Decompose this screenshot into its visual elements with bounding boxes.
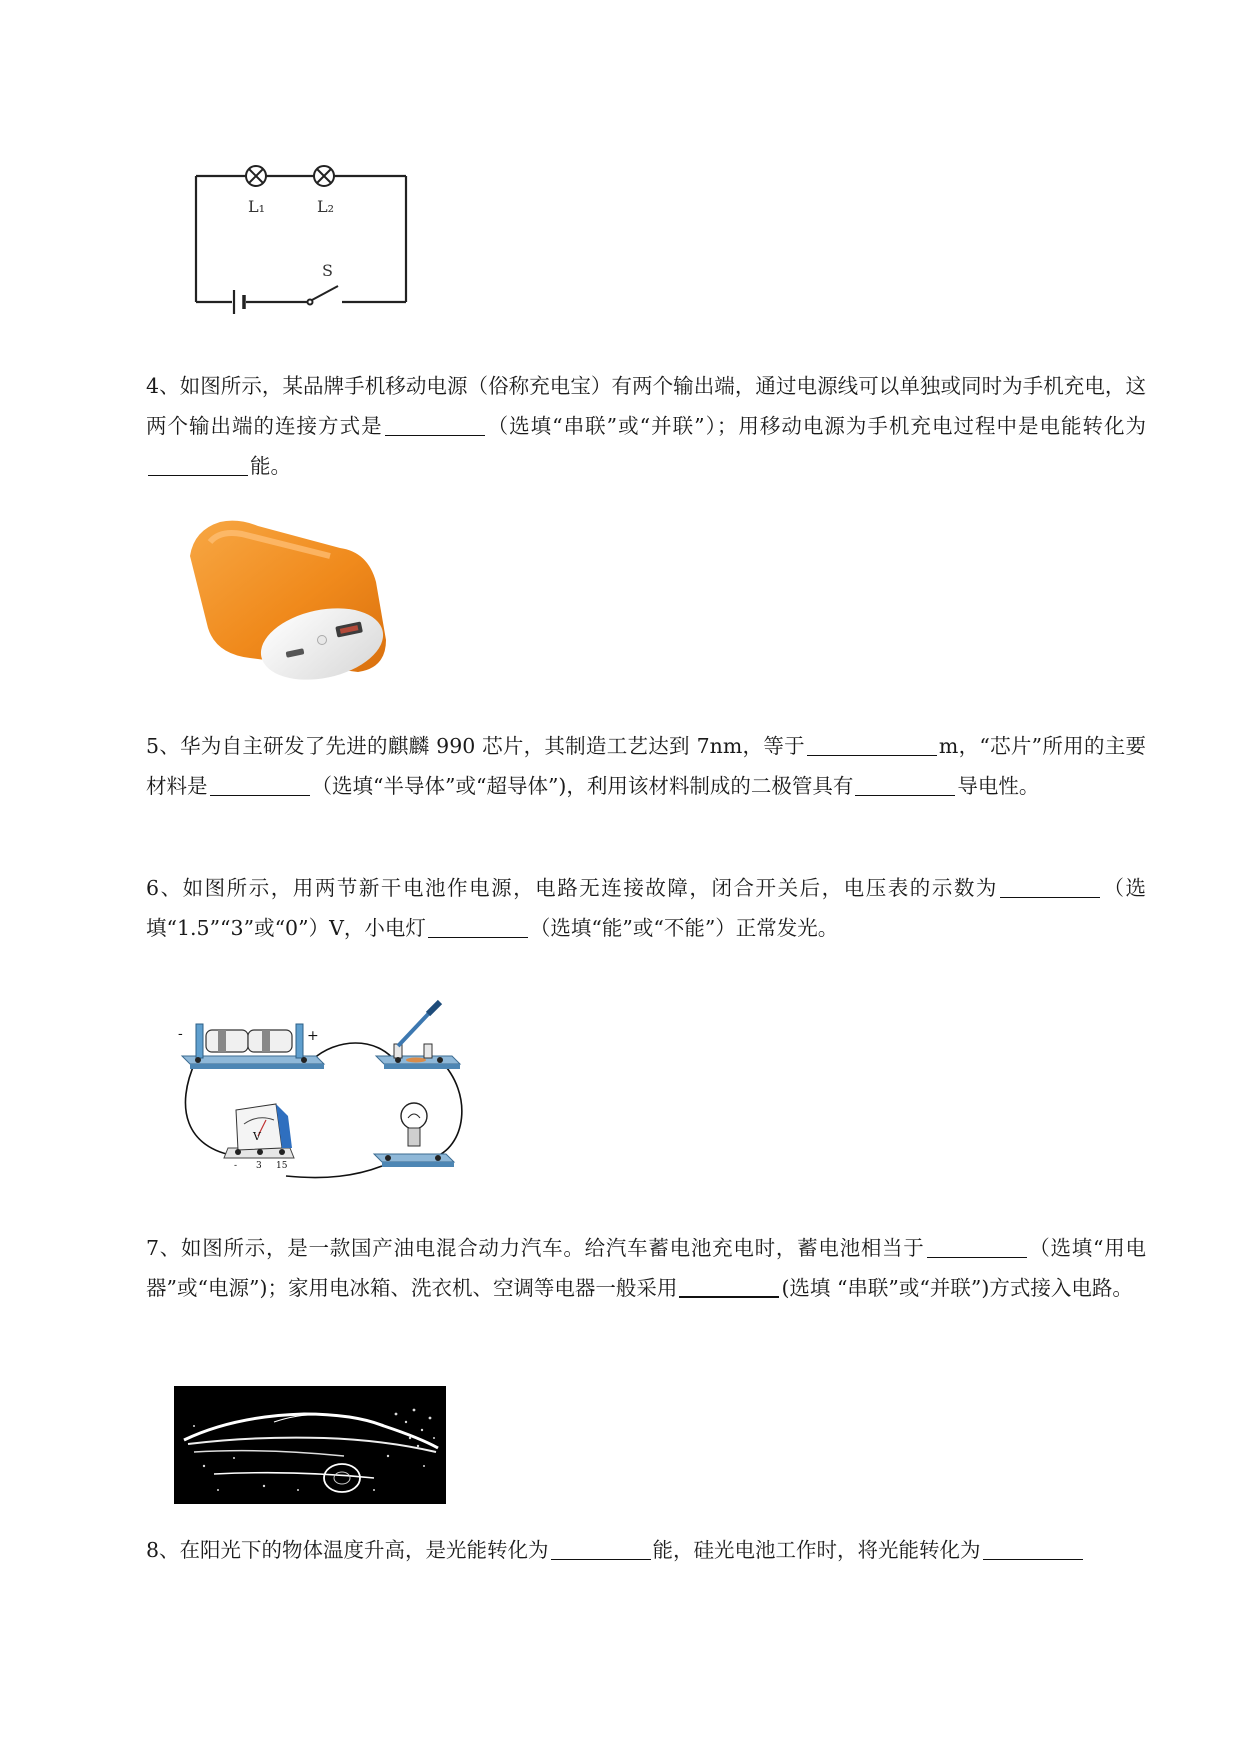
q4-blank-1[interactable] xyxy=(385,434,485,436)
q4-text-3: 能。 xyxy=(250,454,291,478)
q4-text-1: 4、如图所示，某品牌手机移动电源（俗称充电宝）有两个输出端，通过电源线可以单独或同时为手机充电，这两个输出端的连接方式是 xyxy=(146,374,1146,438)
series-circuit-figure xyxy=(186,150,416,320)
switch-icon xyxy=(308,286,339,305)
q8-blank-2[interactable] xyxy=(983,1558,1083,1560)
q6-text-2: （选填“1.5”“3”或“0”）V，小电灯 xyxy=(146,876,1147,940)
battery-positive-label: + xyxy=(307,1028,319,1044)
q5-blank-3[interactable] xyxy=(855,794,955,796)
knife-switch-icon xyxy=(376,1002,460,1069)
q7-blank-1[interactable] xyxy=(927,1256,1027,1258)
q7-text-3: (选填 “串联”或“并联”)方式接入电路。 xyxy=(781,1276,1133,1300)
q8-blank-1[interactable] xyxy=(551,1558,651,1560)
q5-text-1: 5、华为自主研发了先进的麒麟 990 芯片，其制造工艺达到 7nm，等于 xyxy=(146,734,805,758)
question-4 xyxy=(146,366,1146,486)
physical-circuit-figure xyxy=(176,998,486,1188)
lamp-l1-icon xyxy=(246,166,266,186)
q6-blank-1[interactable] xyxy=(1000,896,1100,898)
power-bank-figure xyxy=(180,512,396,688)
q5-text-3: （选填“半导体”或“超导体”)，利用该材料制成的二极管具有 xyxy=(311,774,854,798)
voltmeter-symbol: V xyxy=(253,1130,261,1143)
q5-text-2: m，“芯片”所用的主要材料是 xyxy=(146,734,1147,798)
q7-blank-2[interactable] xyxy=(679,1295,779,1298)
q7-text-1: 7、如图所示，是一款国产油电混合动力汽车。给汽车蓄电池充电时，蓄电池相当于 xyxy=(146,1236,925,1260)
lamp-l2-icon xyxy=(314,166,334,186)
q4-blank-2[interactable] xyxy=(148,474,248,476)
battery-icon xyxy=(234,290,244,314)
light-bulb-icon xyxy=(374,1103,454,1167)
q8-text-1: 8、在阳光下的物体温度升高，是光能转化为 xyxy=(146,1538,549,1562)
q8-text-2: 能，硅光电池工作时，将光能转化为 xyxy=(652,1538,981,1562)
q6-blank-2[interactable] xyxy=(428,936,528,938)
lamp-l1-label: L₁ xyxy=(248,197,266,216)
battery-negative-label: - xyxy=(178,1026,183,1042)
switch-label: S xyxy=(322,261,333,280)
q5-blank-1[interactable] xyxy=(807,754,937,756)
question-7 xyxy=(146,1228,1146,1308)
q6-text-3: （选填“能”或“不能”）正常发光。 xyxy=(529,916,839,940)
q6-text-1: 6、如图所示，用两节新干电池作电源，电路无连接故障，闭合开关后，电压表的示数为 xyxy=(146,876,998,900)
lamp-l2-label: L₂ xyxy=(317,197,335,216)
q4-text-2: （选填“串联”或“并联”）；用移动电源为手机充电过程中是电能转化为 xyxy=(486,414,1147,438)
question-6 xyxy=(146,868,1146,948)
q5-blank-2[interactable] xyxy=(210,794,310,796)
q5-text-4: 导电性。 xyxy=(957,774,1040,798)
question-5 xyxy=(146,726,1146,806)
voltmeter-terminal-neg: - xyxy=(234,1161,238,1171)
question-8 xyxy=(146,1530,1146,1570)
voltmeter-terminal-3: 3 xyxy=(256,1161,262,1171)
battery-holder-icon xyxy=(182,1024,324,1069)
voltmeter-terminal-15: 15 xyxy=(276,1161,288,1171)
hybrid-car-photo xyxy=(174,1386,446,1504)
q7-text-2: （选填“用电器”或“电源”)；家用电冰箱、洗衣机、空调等电器一般采用 xyxy=(146,1236,1147,1300)
